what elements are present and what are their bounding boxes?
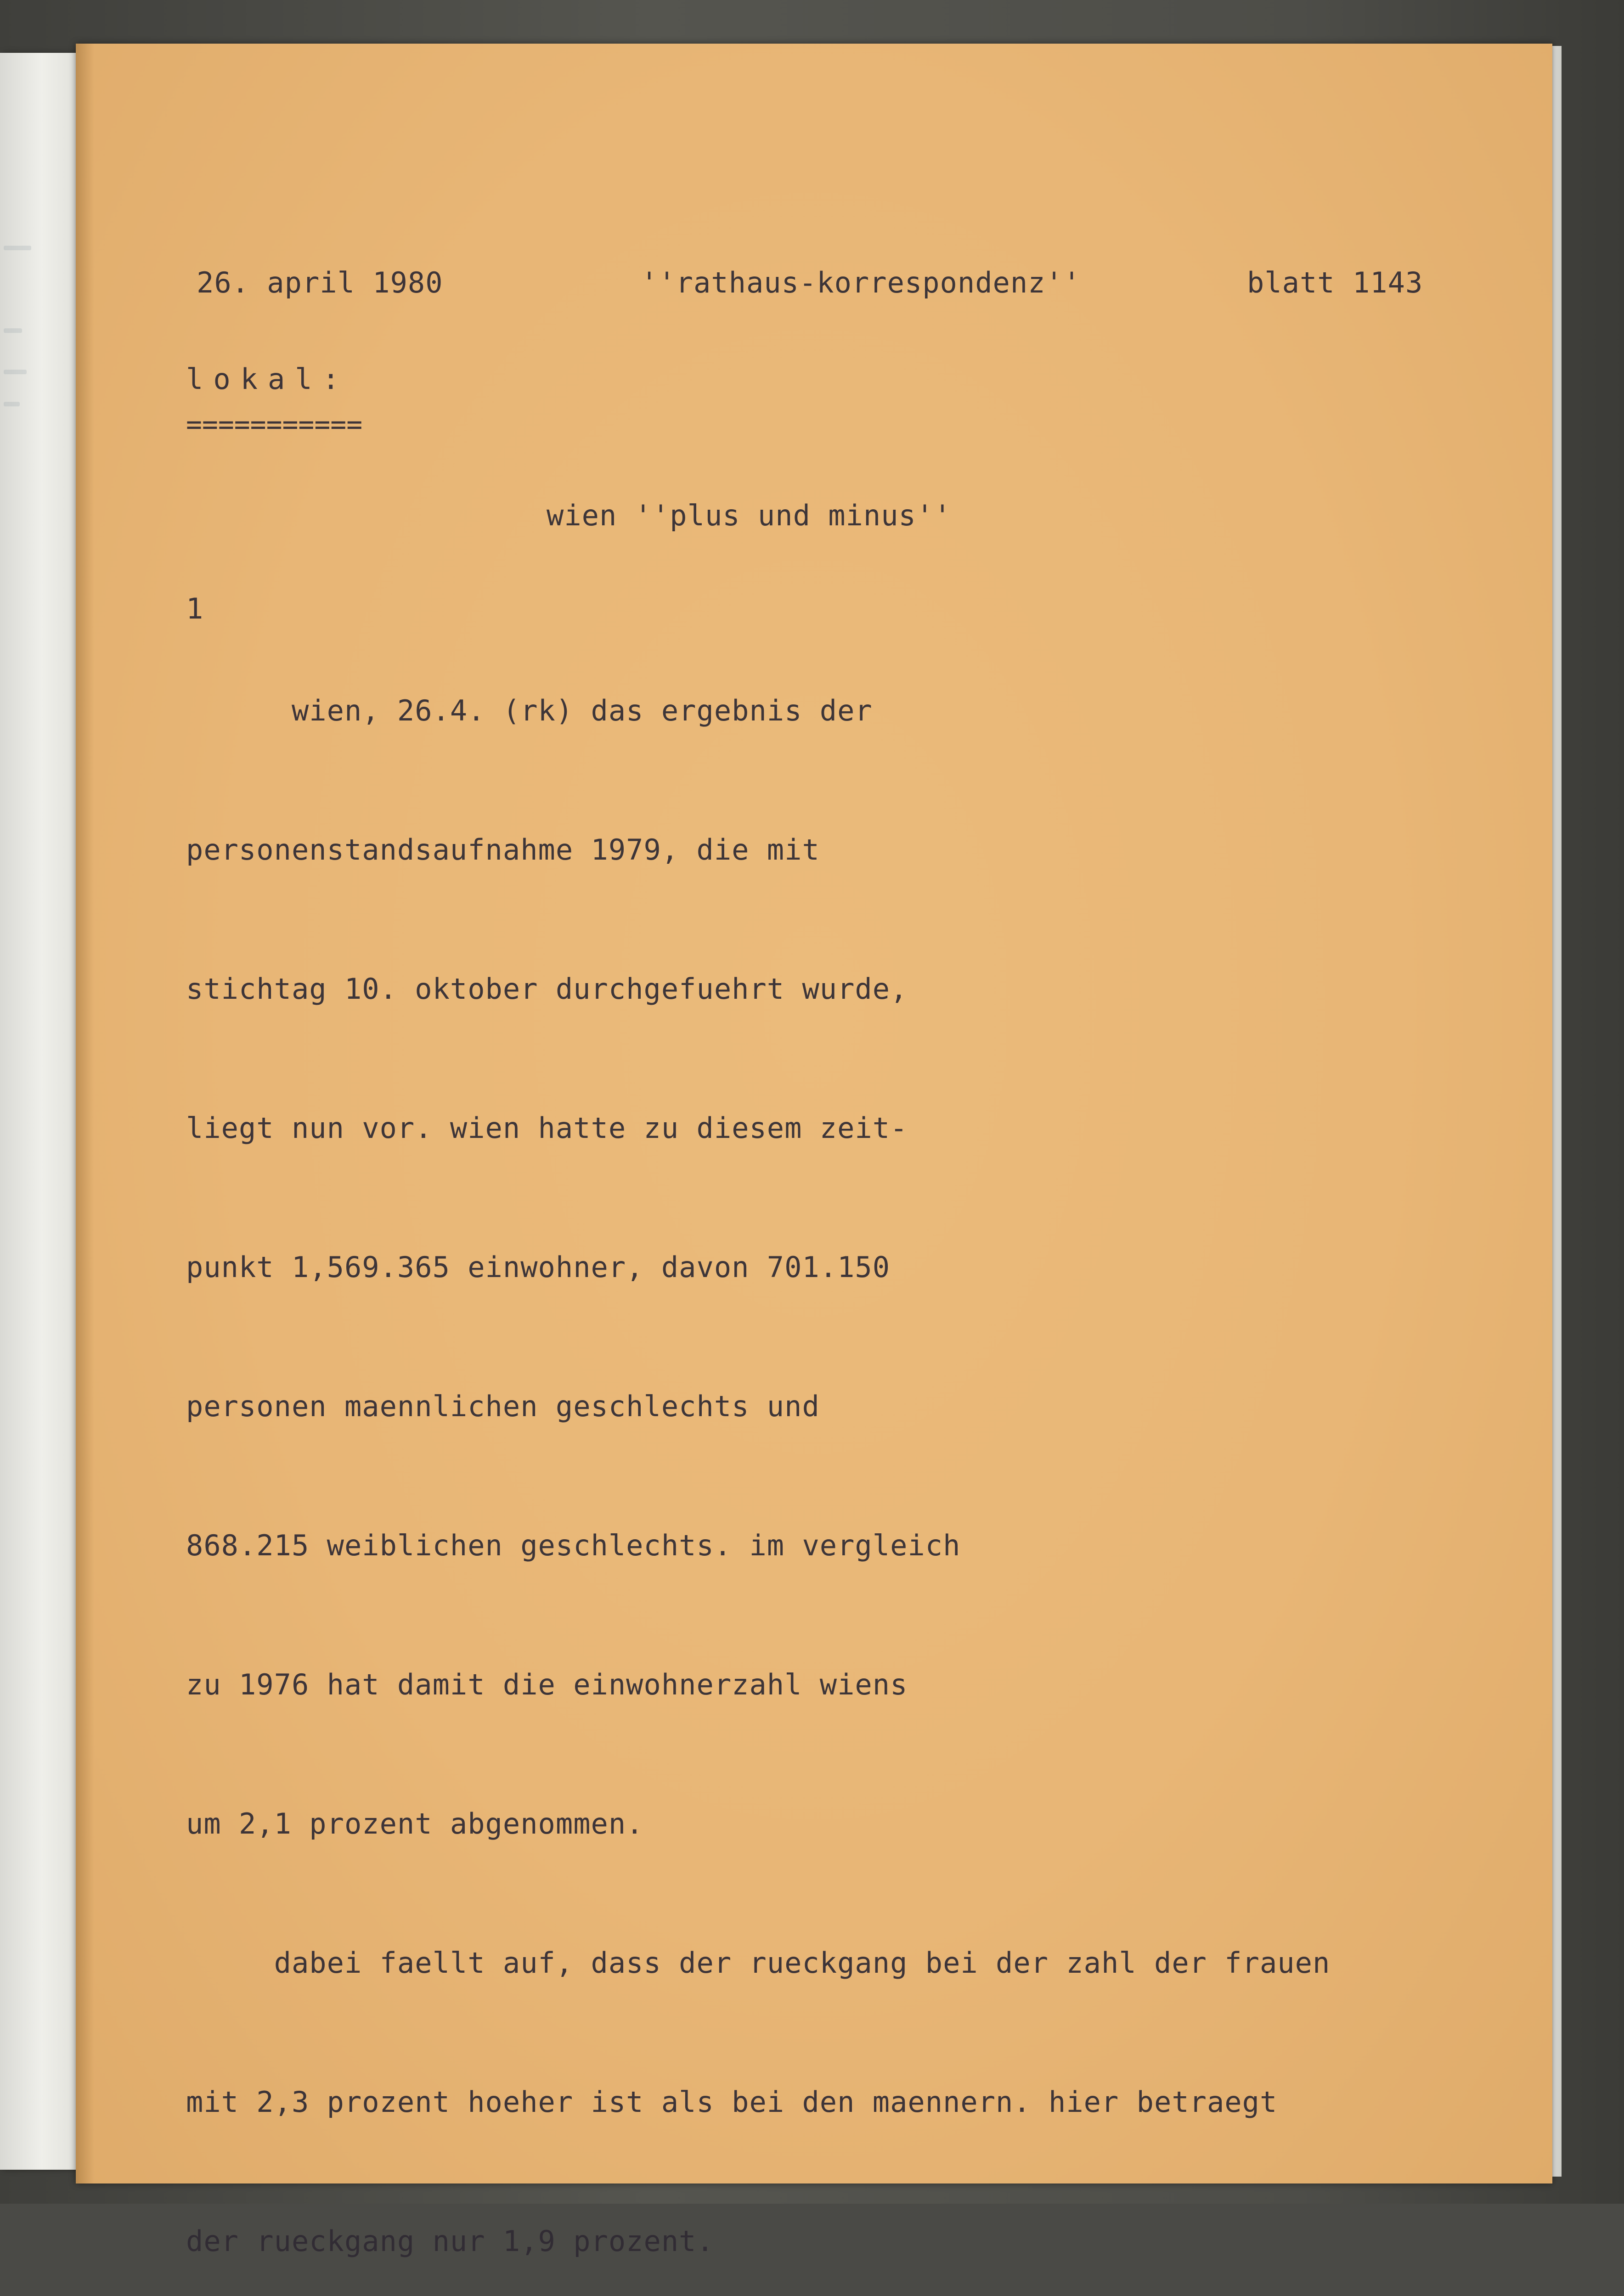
section-label: lokal: <box>186 362 350 396</box>
header-sheet-number: blatt 1143 <box>1247 266 1423 299</box>
body-line: 868.215 weiblichen geschlechts. im vergleich <box>186 1529 961 1562</box>
body-line: der rueckgang nur 1,9 prozent. <box>186 2224 714 2258</box>
body-line: personenstandsaufnahme 1979, die mit <box>186 833 820 867</box>
adjacent-page <box>0 53 76 2170</box>
body-line: mit 2,3 prozent hoeher ist als bei den maennern. hier betraegt <box>186 2085 1278 2119</box>
adjacent-page-print <box>4 246 31 250</box>
section-underline: =========== <box>186 409 363 440</box>
adjacent-page-print <box>4 328 22 333</box>
header-date: 26. april 1980 <box>197 266 443 299</box>
adjacent-page-print <box>4 402 20 406</box>
article-headline: wien ''plus und minus'' <box>547 499 952 532</box>
article-body <box>186 592 1365 2296</box>
body-line: liegt nun vor. wien hatte zu diesem zeit- <box>186 1111 908 1145</box>
body-line: dabei faellt auf, dass der rueckgang bei der zahl der frauen <box>186 1946 1331 1980</box>
body-line: stichtag 10. oktober durchgefuehrt wurde, <box>186 972 908 1006</box>
body-line: zu 1976 hat damit die einwohnerzahl wiens <box>186 1668 908 1701</box>
article-number: 1 <box>186 592 204 625</box>
header-publication-title: ''rathaus-korrespondenz'' <box>641 266 1081 299</box>
body-line: um 2,1 prozent abgenommen. <box>186 1807 644 1840</box>
body-line: wien, 26.4. (rk) das ergebnis der <box>186 694 873 727</box>
body-line: punkt 1,569.365 einwohner, davon 701.150 <box>186 1250 891 1284</box>
adjacent-page-print <box>4 370 27 374</box>
body-line: personen maennlichen geschlechts und <box>186 1390 820 1423</box>
